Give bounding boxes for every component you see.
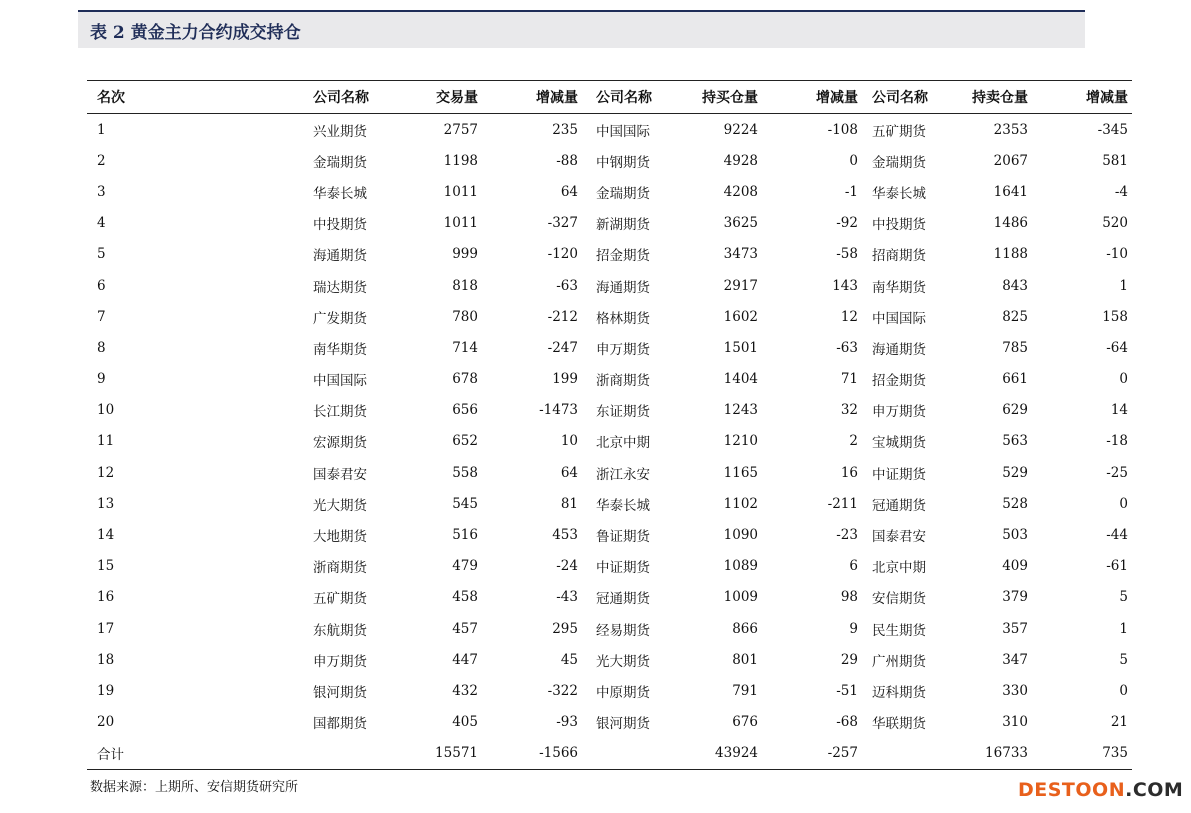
cell-long-company: 海通期货	[596, 279, 650, 296]
header-short-change: 增减量	[1032, 81, 1132, 114]
header-short-company: 公司名称	[862, 81, 952, 114]
table-row	[87, 488, 1132, 519]
cell-rank: 14	[97, 527, 115, 544]
cell-long-change: -68	[836, 714, 858, 731]
cell-long-change: 16	[840, 464, 858, 481]
cell-trade-company: 大地期货	[313, 529, 367, 546]
cell-short-change: -44	[1106, 527, 1128, 544]
cell-short-company: 招金期货	[872, 373, 926, 390]
cell-volume-change: 199	[552, 371, 578, 388]
cell-short-change: 0	[1119, 371, 1128, 388]
cell-volume-change: 45	[560, 651, 578, 668]
cell-volume: 458	[452, 589, 478, 606]
cell-long-change: -51	[836, 682, 858, 699]
cell-volume: 656	[452, 402, 478, 419]
cell-long-company: 浙商期货	[596, 373, 650, 390]
cell-trade-company: 东航期货	[313, 622, 367, 639]
cell-volume: 516	[452, 527, 478, 544]
cell-short-position: 16733	[952, 738, 1032, 770]
header-volume-change: 增减量	[482, 81, 582, 114]
table-row	[87, 644, 1132, 675]
cell-trade-company: 申万期货	[313, 653, 367, 670]
cell-short-change: -345	[1097, 121, 1128, 138]
cell-volume: 1198	[443, 152, 478, 169]
cell-long-change: -257	[762, 738, 862, 770]
cell-trade-company: 华泰长城	[313, 185, 367, 202]
watermark-part1: DESTOON	[1018, 779, 1126, 801]
cell-rank: 4	[97, 215, 106, 232]
cell-long-position: 4208	[723, 183, 758, 200]
cell-long-position: 43924	[672, 738, 762, 770]
cell-long-company: 光大期货	[596, 653, 650, 670]
cell-rank: 1	[97, 121, 106, 138]
header-rank: 名次	[87, 81, 192, 114]
cell-long-company: 冠通期货	[596, 591, 650, 608]
cell-long-company: 浙江永安	[596, 466, 650, 483]
cell-long-position: 1602	[723, 308, 758, 325]
cell-short-company: 华泰长城	[872, 185, 926, 202]
cell-volume: 479	[452, 558, 478, 575]
cell-short-company: 华联期货	[872, 716, 926, 733]
cell-long-position: 1501	[723, 339, 758, 356]
cell-short-change: -64	[1106, 339, 1128, 356]
cell-long-company: 经易期货	[596, 622, 650, 639]
cell-short-position: 379	[1002, 589, 1028, 606]
cell-rank: 2	[97, 152, 106, 169]
cell-short-company: 民生期货	[872, 622, 926, 639]
cell-volume-change: -24	[556, 558, 578, 575]
cell-long-company: 金瑞期货	[596, 185, 650, 202]
cell-short-position: 347	[1002, 651, 1028, 668]
cell-long-change: 2	[849, 433, 858, 450]
cell-trade-company: 宏源期货	[313, 435, 367, 452]
cell-short-company: 冠通期货	[872, 497, 926, 514]
header-long-position: 持买仓量	[672, 81, 762, 114]
cell-short-position: 357	[1002, 620, 1028, 637]
watermark-logo	[1018, 779, 1183, 801]
cell-long-change: 71	[840, 371, 858, 388]
cell-long-position: 4928	[723, 152, 758, 169]
cell-volume-change: -247	[547, 339, 578, 356]
cell-trade-company: 广发期货	[313, 310, 367, 327]
cell-long-change: 6	[849, 558, 858, 575]
cell-volume-change: 81	[560, 495, 578, 512]
table-row	[87, 613, 1132, 644]
cell-short-company: 五矿期货	[872, 123, 926, 140]
cell-volume-change: -1566	[482, 738, 582, 770]
total-row	[87, 738, 1132, 770]
cell-short-position: 2067	[993, 152, 1028, 169]
header-long-change: 增减量	[762, 81, 862, 114]
cell-long-position: 1404	[723, 371, 758, 388]
cell-rank: 17	[97, 620, 115, 637]
cell-long-position: 1090	[723, 527, 758, 544]
cell-volume-change: -120	[547, 246, 578, 263]
cell-volume-change: -88	[556, 152, 578, 169]
cell-short-position: 503	[1002, 527, 1028, 544]
cell-trade-company: 瑞达期货	[313, 279, 367, 296]
table-row	[87, 519, 1132, 550]
cell-short-change: -18	[1106, 433, 1128, 450]
cell-rank: 18	[97, 651, 115, 668]
cell-long-position: 9224	[723, 121, 758, 138]
cell-volume: 780	[452, 308, 478, 325]
cell-trade-company: 五矿期货	[313, 591, 367, 608]
header-long-company: 公司名称	[582, 81, 672, 114]
cell-rank: 8	[97, 339, 106, 356]
table-row	[87, 582, 1132, 613]
cell-short-company: 国泰君安	[872, 529, 926, 546]
table-row	[87, 332, 1132, 363]
cell-volume: 999	[452, 246, 478, 263]
cell-long-company: 北京中期	[596, 435, 650, 452]
table-row	[87, 145, 1132, 176]
cell-trade-company: 南华期货	[313, 341, 367, 358]
cell-long-change: 12	[840, 308, 858, 325]
cell-long-position: 676	[732, 714, 758, 731]
cell-volume: 652	[452, 433, 478, 450]
cell-volume: 405	[452, 714, 478, 731]
cell-trade-company: 长江期货	[313, 404, 367, 421]
cell-long-position: 1102	[723, 495, 758, 512]
cell-trade-company: 国都期货	[313, 716, 367, 733]
cell-short-position: 629	[1002, 402, 1028, 419]
cell-short-change: -61	[1106, 558, 1128, 575]
table-row	[87, 270, 1132, 301]
header-short-position: 持卖仓量	[952, 81, 1032, 114]
cell-long-company: 申万期货	[596, 341, 650, 358]
table-row	[87, 707, 1132, 738]
cell-short-position: 528	[1002, 495, 1028, 512]
table-row	[87, 395, 1132, 426]
cell-long-company: 格林期货	[596, 310, 650, 327]
cell-short-company: 金瑞期货	[872, 154, 926, 171]
cell-long-position: 1089	[723, 558, 758, 575]
cell-volume-change: 295	[552, 620, 578, 637]
cell-short-position: 563	[1002, 433, 1028, 450]
cell-long-position: 791	[732, 682, 758, 699]
cell-short-position: 1188	[993, 246, 1028, 263]
table-title-bar	[78, 10, 1085, 48]
cell-short-company: 中投期货	[872, 217, 926, 234]
cell-rank: 16	[97, 589, 115, 606]
cell-rank: 11	[97, 433, 115, 450]
cell-trade-company: 银河期货	[313, 684, 367, 701]
cell-long-position: 2917	[723, 277, 758, 294]
cell-short-change: 5	[1119, 589, 1128, 606]
cell-trade-company: 金瑞期货	[313, 154, 367, 171]
cell-short-change: 158	[1102, 308, 1128, 325]
cell-volume: 545	[452, 495, 478, 512]
cell-volume-change: 453	[552, 527, 578, 544]
cell-long-position: 1165	[723, 464, 758, 481]
cell-short-position: 661	[1002, 371, 1028, 388]
holdings-table	[87, 80, 1132, 770]
cell-volume: 447	[452, 651, 478, 668]
cell-short-change: 21	[1110, 714, 1128, 731]
cell-trade-company: 光大期货	[313, 497, 367, 514]
cell-short-change: -10	[1106, 246, 1128, 263]
cell-short-company: 中国国际	[872, 310, 926, 327]
table-row	[87, 364, 1132, 395]
table-title: 表 2 黄金主力合约成交持仓	[90, 23, 301, 43]
cell-volume-change: -322	[547, 682, 578, 699]
cell-long-position: 3625	[723, 215, 758, 232]
watermark-part2: .COM	[1125, 779, 1184, 801]
cell-rank: 9	[97, 371, 106, 388]
cell-long-position: 1210	[723, 433, 758, 450]
cell-long-company	[582, 738, 672, 770]
cell-volume: 678	[452, 371, 478, 388]
cell-short-company: 安信期货	[872, 591, 926, 608]
cell-short-position: 1641	[993, 183, 1028, 200]
cell-volume-change: 64	[560, 464, 578, 481]
table-header-row	[87, 81, 1132, 114]
cell-long-company: 中国国际	[596, 123, 650, 140]
cell-volume: 432	[452, 682, 478, 699]
table-row	[87, 675, 1132, 706]
cell-short-change: 735	[1032, 738, 1132, 770]
cell-short-position: 409	[1002, 558, 1028, 575]
cell-volume-change: -327	[547, 215, 578, 232]
cell-short-position: 843	[1002, 277, 1028, 294]
cell-short-change: 581	[1102, 152, 1128, 169]
cell-short-change: 5	[1119, 651, 1128, 668]
cell-rank: 3	[97, 183, 106, 200]
cell-long-change: 143	[832, 277, 858, 294]
cell-long-position: 866	[732, 620, 758, 637]
table-row	[87, 301, 1132, 332]
cell-long-change: -23	[836, 527, 858, 544]
cell-volume: 2757	[443, 121, 478, 138]
cell-short-company: 海通期货	[872, 341, 926, 358]
cell-short-position: 529	[1002, 464, 1028, 481]
cell-long-company: 招金期货	[596, 248, 650, 265]
table-row	[87, 457, 1132, 488]
cell-volume-change: -1473	[539, 402, 578, 419]
cell-short-change: 0	[1119, 495, 1128, 512]
cell-volume: 1011	[443, 183, 478, 200]
cell-short-change: -4	[1114, 183, 1128, 200]
header-trade-company: 公司名称	[192, 81, 392, 114]
cell-short-change: 14	[1110, 402, 1128, 419]
cell-short-company: 宝城期货	[872, 435, 926, 452]
cell-long-change: 29	[840, 651, 858, 668]
header-volume: 交易量	[392, 81, 482, 114]
cell-short-position: 1486	[993, 215, 1028, 232]
cell-short-company: 迈科期货	[872, 684, 926, 701]
cell-short-company: 申万期货	[872, 404, 926, 421]
cell-long-change: -58	[836, 246, 858, 263]
table-row	[87, 208, 1132, 239]
cell-volume: 1011	[443, 215, 478, 232]
cell-long-company: 中证期货	[596, 560, 650, 577]
cell-long-change: -63	[836, 339, 858, 356]
cell-volume: 457	[452, 620, 478, 637]
cell-long-change: -92	[836, 215, 858, 232]
cell-long-change: -1	[844, 183, 858, 200]
cell-long-company: 中钢期货	[596, 154, 650, 171]
cell-trade-company: 兴业期货	[313, 123, 367, 140]
cell-volume: 818	[452, 277, 478, 294]
cell-short-company: 北京中期	[872, 560, 926, 577]
cell-trade-company: 浙商期货	[313, 560, 367, 577]
cell-short-change: 1	[1119, 620, 1128, 637]
cell-trade-company: 中投期货	[313, 217, 367, 234]
table-row	[87, 239, 1132, 270]
cell-volume-change: -93	[556, 714, 578, 731]
table-row	[87, 426, 1132, 457]
cell-volume: 714	[452, 339, 478, 356]
cell-short-change: 1	[1119, 277, 1128, 294]
cell-rank: 19	[97, 682, 115, 699]
cell-trade-company	[192, 738, 392, 770]
cell-short-company: 招商期货	[872, 248, 926, 265]
cell-short-position: 785	[1002, 339, 1028, 356]
cell-volume-change: -63	[556, 277, 578, 294]
cell-volume: 558	[452, 464, 478, 481]
cell-trade-company: 海通期货	[313, 248, 367, 265]
cell-rank: 7	[97, 308, 106, 325]
cell-long-company: 银河期货	[596, 716, 650, 733]
cell-long-change: 32	[840, 402, 858, 419]
cell-short-position: 2353	[993, 121, 1028, 138]
cell-short-position: 310	[1002, 714, 1028, 731]
cell-short-change: 0	[1119, 682, 1128, 699]
cell-short-change: -25	[1106, 464, 1128, 481]
cell-volume-change: 235	[552, 121, 578, 138]
cell-rank: 20	[97, 714, 115, 731]
cell-long-change: 0	[849, 152, 858, 169]
cell-long-company: 东证期货	[596, 404, 650, 421]
cell-long-change: -211	[827, 495, 858, 512]
cell-long-change: 98	[840, 589, 858, 606]
cell-short-position: 825	[1002, 308, 1028, 325]
cell-rank: 15	[97, 558, 115, 575]
cell-long-company: 鲁证期货	[596, 529, 650, 546]
cell-short-company: 南华期货	[872, 279, 926, 296]
cell-trade-company: 国泰君安	[313, 466, 367, 483]
cell-volume-change: -43	[556, 589, 578, 606]
table-row	[87, 114, 1132, 146]
cell-long-position: 3473	[723, 246, 758, 263]
cell-rank: 5	[97, 246, 106, 263]
cell-short-change: 520	[1102, 215, 1128, 232]
table-row	[87, 176, 1132, 207]
cell-long-position: 801	[732, 651, 758, 668]
table-row	[87, 551, 1132, 582]
cell-volume: 15571	[392, 738, 482, 770]
cell-volume-change: 64	[560, 183, 578, 200]
cell-rank: 6	[97, 277, 106, 294]
cell-long-company: 华泰长城	[596, 497, 650, 514]
cell-trade-company: 中国国际	[313, 373, 367, 390]
cell-short-company	[862, 738, 952, 770]
cell-rank: 12	[97, 464, 115, 481]
cell-short-company: 广州期货	[872, 653, 926, 670]
cell-rank: 合计	[87, 738, 192, 770]
source-note: 数据来源：上期所、安信期货研究所	[90, 780, 299, 795]
cell-long-position: 1243	[723, 402, 758, 419]
cell-rank: 13	[97, 495, 115, 512]
cell-long-change: -108	[827, 121, 858, 138]
cell-short-position: 330	[1002, 682, 1028, 699]
cell-rank: 10	[97, 402, 115, 419]
cell-long-company: 中原期货	[596, 684, 650, 701]
cell-short-company: 中证期货	[872, 466, 926, 483]
cell-long-position: 1009	[723, 589, 758, 606]
cell-volume-change: 10	[560, 433, 578, 450]
cell-volume-change: -212	[547, 308, 578, 325]
cell-long-company: 新湖期货	[596, 217, 650, 234]
cell-long-change: 9	[849, 620, 858, 637]
